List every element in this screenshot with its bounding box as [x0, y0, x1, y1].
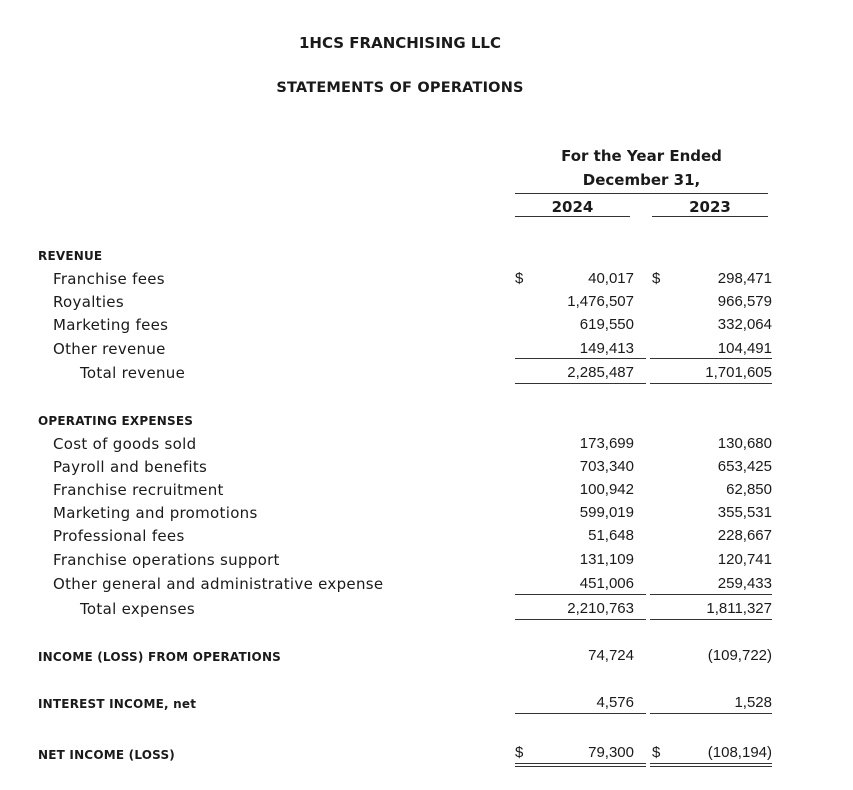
- value-2024: 599,019: [579, 504, 634, 521]
- net-label: NET INCOME (LOSS): [38, 748, 175, 762]
- value-2024: 100,942: [579, 481, 634, 498]
- row-label: Professional fees: [53, 527, 185, 545]
- currency-symbol: $: [515, 270, 524, 287]
- total-revenue-2023: 1,701,605: [705, 364, 772, 381]
- statement-title: STATEMENTS OF OPERATIONS: [276, 80, 524, 96]
- operations-label: INCOME (LOSS) FROM OPERATIONS: [38, 650, 282, 664]
- interest-2024: 4,576: [596, 694, 634, 711]
- net-rule-top: [515, 763, 646, 764]
- currency-symbol: $: [652, 270, 661, 287]
- value-2024: 1,476,507: [567, 293, 634, 310]
- value-2024: 40,017: [588, 270, 634, 287]
- net-rule-bottom: [515, 766, 646, 767]
- expenses-heading: OPERATING EXPENSES: [38, 414, 194, 428]
- period-header-line2: December 31,: [582, 171, 701, 189]
- row-label: Franchise fees: [53, 270, 165, 288]
- value-2023: 332,064: [717, 316, 772, 333]
- total-rule: [515, 383, 646, 384]
- value-2024: 173,699: [579, 435, 634, 452]
- total-expenses-2024: 2,210,763: [567, 600, 634, 617]
- total-expenses-2023: 1,811,327: [706, 600, 772, 617]
- value-2023: 120,741: [717, 551, 772, 568]
- row-label: Royalties: [53, 293, 124, 311]
- year-current-header: 2024: [551, 198, 594, 216]
- subtotal-rule: [650, 358, 772, 359]
- total-revenue-label: Total revenue: [80, 364, 186, 382]
- net-2023: (108,194): [707, 744, 772, 761]
- subtotal-rule: [515, 358, 646, 359]
- value-2024: 51,648: [588, 527, 634, 544]
- value-2023: 130,680: [717, 435, 772, 452]
- net-2024: 79,300: [588, 744, 634, 761]
- value-2024: 149,413: [579, 340, 634, 357]
- year-prior-rule: [652, 216, 768, 217]
- currency-symbol: $: [515, 744, 524, 761]
- row-label: Marketing and promotions: [53, 504, 258, 522]
- total-rule: [650, 383, 772, 384]
- value-2023: 966,579: [717, 293, 772, 310]
- period-header-line1: For the Year Ended: [561, 147, 722, 165]
- value-2024: 451,006: [579, 575, 634, 592]
- row-label: Franchise operations support: [53, 551, 280, 569]
- value-2023: 104,491: [717, 340, 772, 357]
- value-2024: 619,550: [579, 316, 634, 333]
- subtotal-rule: [650, 594, 772, 595]
- row-label: Cost of goods sold: [53, 435, 197, 453]
- value-2023: 653,425: [717, 458, 772, 475]
- subtotal-rule: [650, 713, 772, 714]
- year-current-rule: [515, 216, 630, 217]
- row-label: Other revenue: [53, 340, 166, 358]
- row-label: Payroll and benefits: [53, 458, 208, 476]
- company-name: 1HCS FRANCHISING LLC: [298, 34, 501, 52]
- operations-2023: (109,722): [707, 647, 772, 664]
- net-rule-top: [650, 763, 772, 764]
- row-label: Franchise recruitment: [53, 481, 224, 499]
- period-header-rule: [515, 193, 768, 194]
- total-expenses-label: Total expenses: [80, 600, 195, 618]
- total-rule: [515, 619, 646, 620]
- value-2023: 228,667: [717, 527, 772, 544]
- value-2023: 62,850: [726, 481, 772, 498]
- year-prior-header: 2023: [689, 198, 731, 216]
- value-2023: 259,433: [717, 575, 772, 592]
- currency-symbol: $: [652, 744, 661, 761]
- value-2023: 298,471: [717, 270, 772, 287]
- value-2023: 355,531: [717, 504, 772, 521]
- row-label: Marketing fees: [53, 316, 169, 334]
- operations-2024: 74,724: [588, 647, 634, 664]
- interest-2023: 1,528: [734, 694, 772, 711]
- revenue-heading: REVENUE: [38, 249, 103, 263]
- interest-label: INTEREST INCOME, net: [38, 697, 197, 711]
- subtotal-rule: [515, 594, 646, 595]
- value-2024: 131,109: [579, 551, 634, 568]
- subtotal-rule: [515, 713, 646, 714]
- total-rule: [650, 619, 772, 620]
- row-label: Other general and administrative expense: [53, 575, 384, 593]
- net-rule-bottom: [650, 766, 772, 767]
- total-revenue-2024: 2,285,487: [567, 364, 634, 381]
- value-2024: 703,340: [579, 458, 634, 475]
